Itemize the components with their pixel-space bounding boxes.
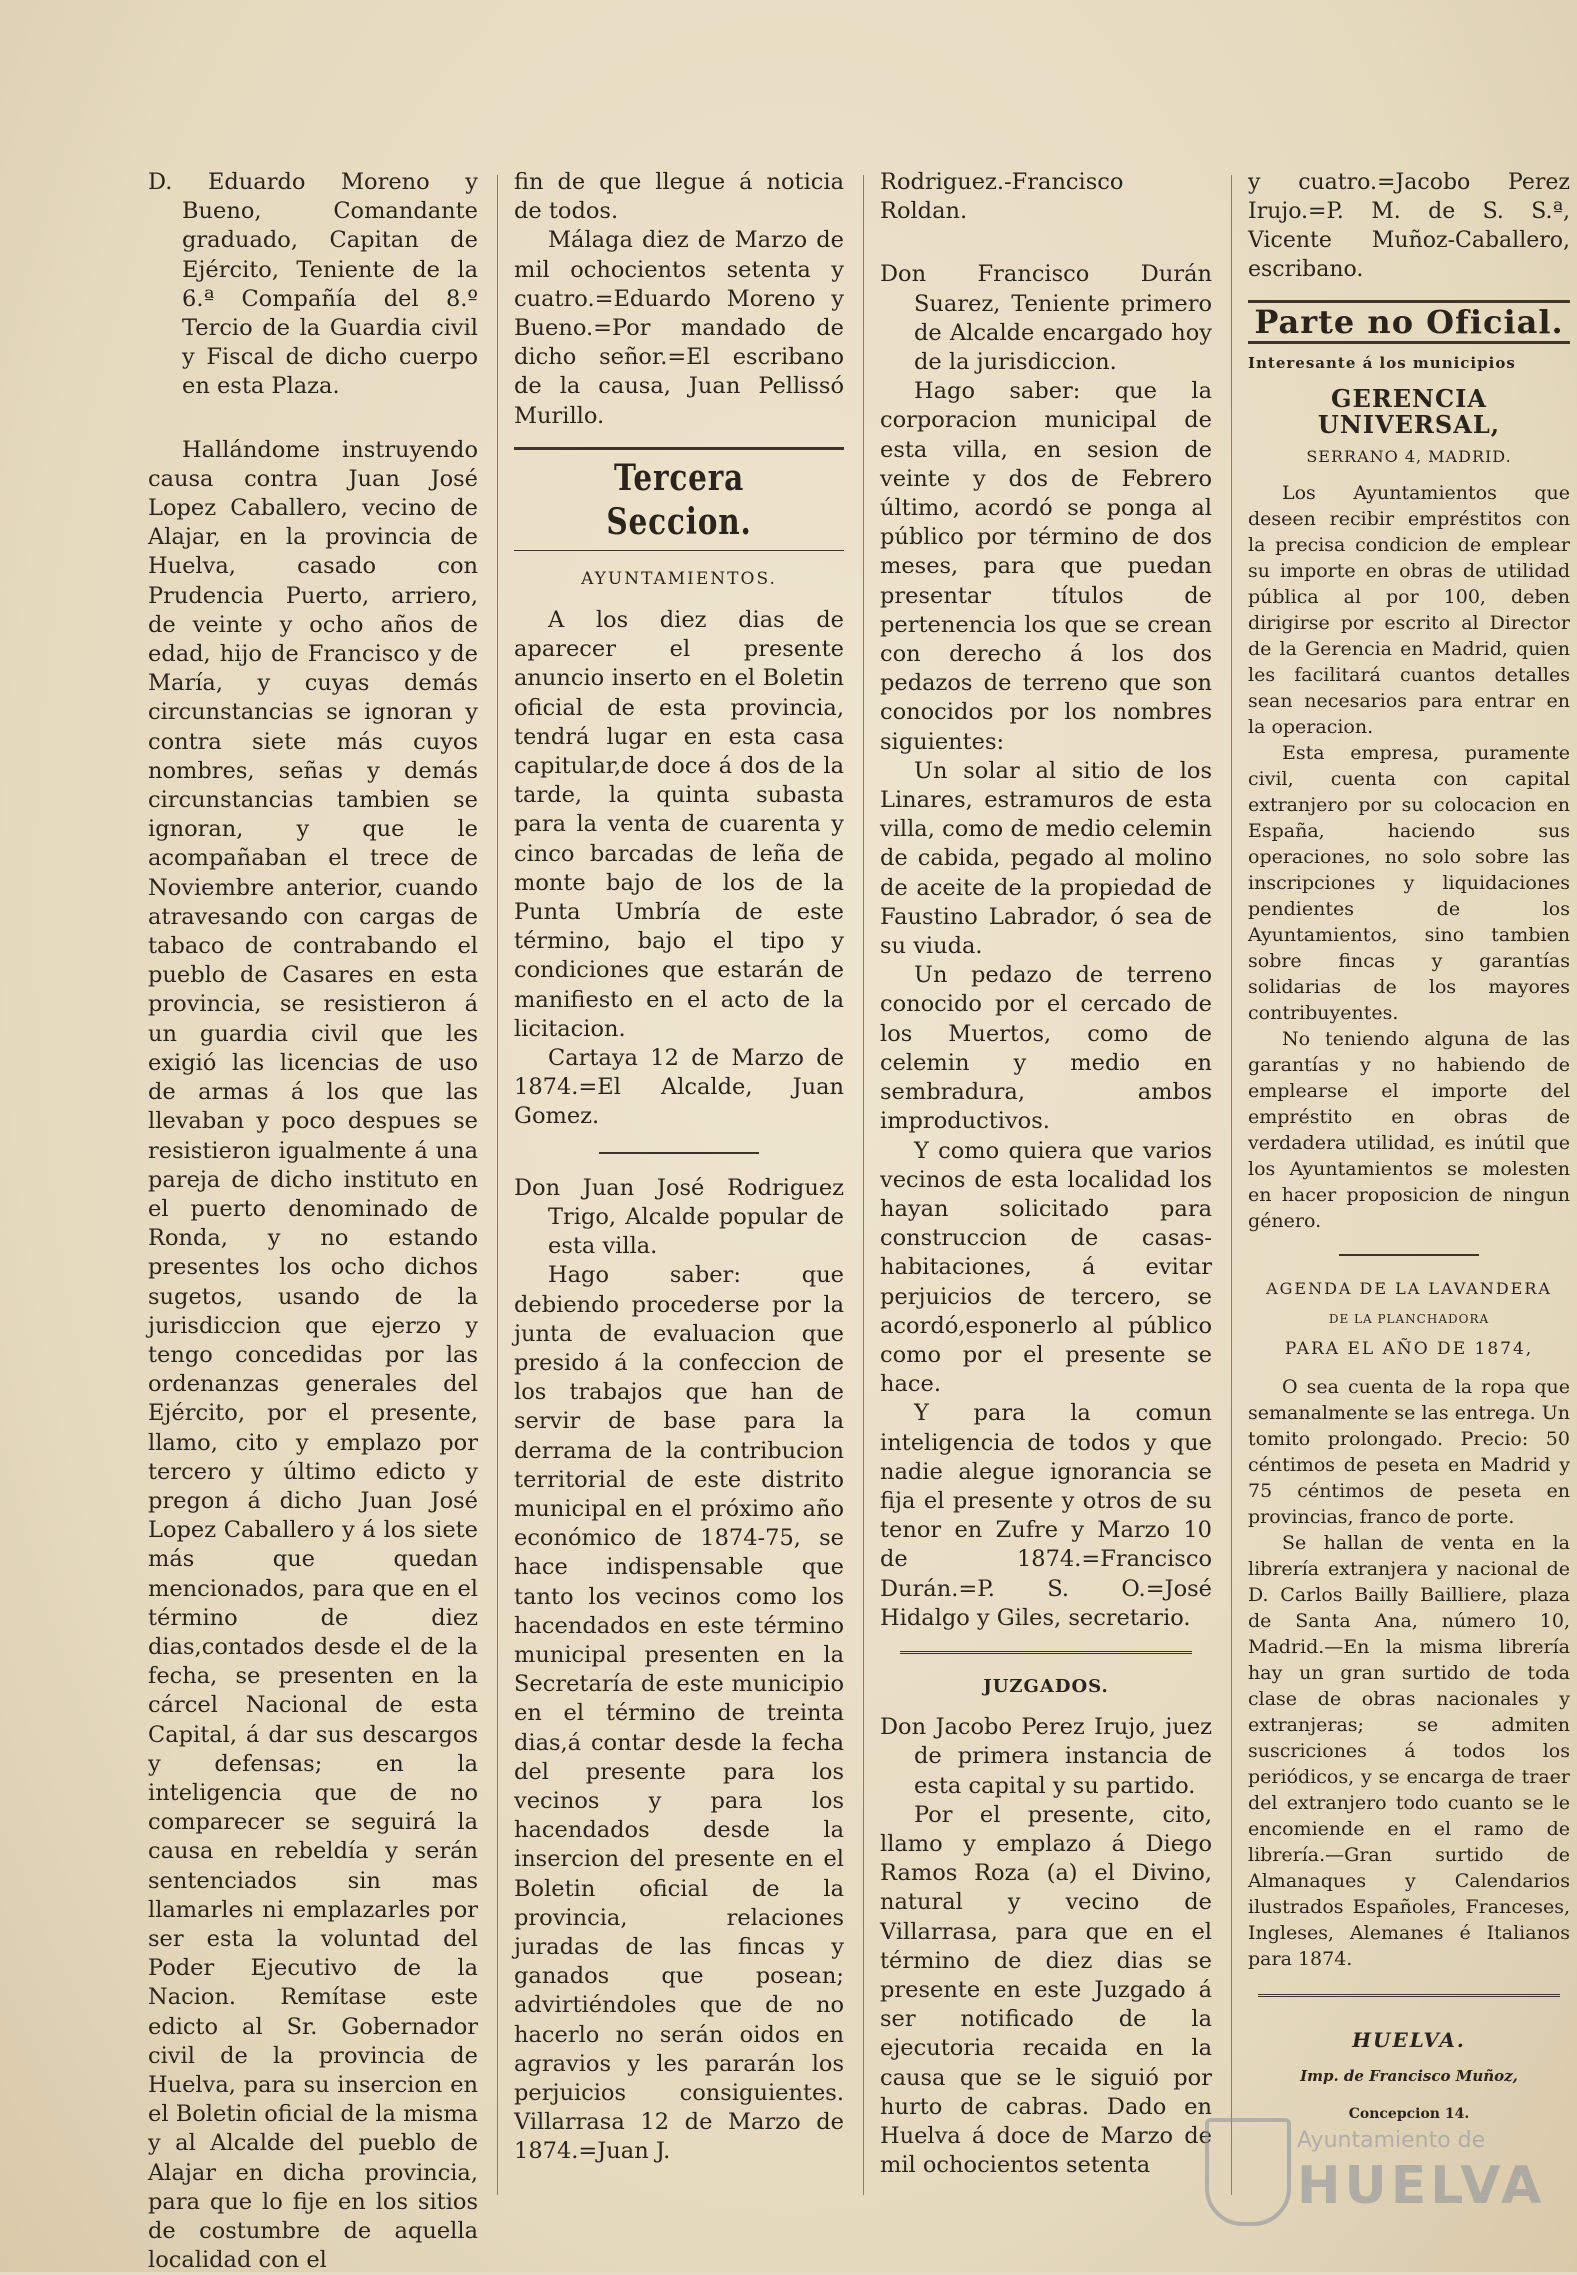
edict-header: D. Eduardo Moreno y Bueno, Comandante graduado, Capitan de Ejército, Teniente de la 6.ª Compañía del 8.º Tercio de la Guardia civil y Fiscal de dicho cuerpo en esta Plaza.	[148, 169, 478, 400]
ad-title: AGENDA DE LA LAVANDERA	[1266, 1279, 1552, 1298]
column-3	[880, 168, 1212, 2180]
watermark-line2: HUELVA	[1297, 2156, 1546, 2216]
imprint-address: Concepcion 14.	[1348, 2106, 1470, 2122]
notice-zufre-p3: Un pedazo de terreno conocido por el cercado de los Muertos, como de celemin y medio en sembradura, ambos improductivos.	[880, 962, 1212, 1135]
subsection-heading: AYUNTAMIENTOS.	[581, 568, 777, 589]
notice-zufre-p4: Y como quiera que varios vecinos de esta localidad los hayan solicitado para construccion de casas-habitaciones, á evitar perjuicios de tercero, se acordó,esponerlo al público como por el presente se hace.	[880, 1137, 1212, 1398]
column-1	[148, 168, 478, 2275]
column-2	[514, 168, 844, 2167]
ad-separator	[1339, 1254, 1479, 1256]
ad-paragraph: No teniendo alguna de las garantías y no habiendo de emplearse el importe del empréstito en obras de verdadera utilidad, es inútil que los Ayuntamientos se molesten en hacer proposicion de ningun género.	[1248, 1028, 1570, 1232]
notice-zufre-p2: Un solar al sitio de los Linares, estramuros de esta villa, como de medio celemin de cabida, pegado al molino de aceite de la propiedad de Faustino Labrador, ó sea de su viuda.	[880, 757, 1212, 960]
notice-separator	[599, 1152, 759, 1154]
imprint-city: HUELVA.	[1352, 2028, 1466, 2052]
subsection-heading: JUZGADOS.	[983, 1675, 1109, 1697]
ad-year: PARA EL AÑO DE 1874,	[1284, 1339, 1534, 1359]
section-rule	[1258, 1994, 1560, 1997]
imprint	[1248, 2027, 1570, 2127]
notice-villarrasa-body: Hago saber: que debiendo procederse por la junta de evaluacion que presido á la confeccion de los trabajos que han de servir de base para la derrama de la contribucion territorial de este distrito municipal en el próximo año económico de 1874-75, se hace indispensable que tanto los vecinos como los hacendados en este término municipal presenten en la Secretaría de este municipio en el término de treinta dias,á contar desde la fecha del presente para los vecinos y para los hacendados desde la insercion del presente en el Boletin oficial de la provincia, relaciones juradas de las fincas y ganados que posean; advirtiéndoles que de no hacerlo no serán oidos en agravios y les pararán los perjuicios consiguientes. Villarrasa 12 de Marzo de 1874.=Juan J.	[514, 1262, 844, 2165]
imprint-printer: Imp. de Francisco Muñoz,	[1300, 2067, 1518, 2085]
section-rule	[900, 1651, 1192, 1654]
ad-paragraph: Esta empresa, puramente civil, cuenta con capital extranjero por su colocacion en España, haciendo sus operaciones, no solo sobre las inscripciones y liquidaciones pendientes de los Ayuntamientos, sino tambien sobre fincas y garantías solidarias de los mayores contribuyentes.	[1248, 742, 1570, 1024]
column-divider	[863, 175, 864, 2195]
column-divider	[1231, 175, 1232, 2195]
section-rule	[1248, 341, 1570, 344]
ad-paragraph: Los Ayuntamientos que deseen recibir empréstitos con la precisa condicion de emplear su importe en obras de utilidad pública al por 100, deben dirigirse por escrito al Director de la Gerencia en Madrid, quien les facilitará cuantos detalles sean necesarios para entrar en la operacion.	[1248, 482, 1570, 738]
archive-watermark	[1205, 2118, 1545, 2238]
ad-paragraph: O sea cuenta de la ropa que semanalmente se las entrega. Un tomito prolongado. Precio: 50 céntimos de peseta en Madrid y 75 céntimos de peseta en provincias, franco de porte.	[1248, 1376, 1570, 1528]
edict-continuation: fin de que llegue á noticia de todos.	[514, 169, 844, 225]
section-rule	[514, 550, 844, 551]
ad-paragraph: Se hallan de venta en la librería extranjera y nacional de D. Carlos Bailly Bailliere, plaza de Santa Ana, número 10, Madrid.—En la misma librería hay un gran surtido de toda clase de obras nacionales y extranjeras; se admiten suscriciones á todos los periódicos, y se encarga de traer del extranjero todo cuanto se le encomiende en el ramo de librería.—Gran surtido de Almanaques y Calendarios ilustrados Españoles, Franceses, Ingleses, Alemanes é Italianos para 1874.	[1248, 1532, 1570, 1970]
section-title: Parte no Oficial.	[1254, 303, 1564, 341]
notice-juzgado-header: Don Jacobo Perez Irujo, juez de primera instancia de esta capital y su partido.	[880, 1714, 1212, 1799]
notice-continuation: y cuatro.=Jacobo Perez Irujo.=P. M. de S. S.ª, Vicente Muñoz-Caballero, escribano.	[1248, 170, 1570, 282]
ad-title: GERENCIA UNIVERSAL,	[1317, 384, 1501, 439]
column-4	[1248, 168, 1570, 2127]
notice-zufre-p5: Y para la comun inteligencia de todos y que nadie alegue ignorancia se fija el presente y otros de su tenor en Zufre y Marzo 10 de 1874.=Francisco Durán.=P. S. O.=José Hidalgo y Giles, secretario.	[880, 1400, 1212, 1631]
edict-body: Hallándome instruyendo causa contra Juan José Lopez Caballero, vecino de Alajar, en la provincia de Huelva, casado con Prudencia Puerto, arriero, de veinte y ocho años de edad, hijo de Francisco y de María, y cuyas demás circunstancias se ignoran y contra siete más cuyos nombres, señas y demás circunstancias tambien se ignoran, y que le acompañaban el trece de Noviembre anterior, cuando atravesando con cargas de tabaco de contrabando el pueblo de Casares en esta provincia, se resistieron á un guardia civil que les exigió las licencias de uso de armas á los que las llevaban y poco despues se resistieron igualmente á una pareja de dicho instituto en el puerto denominado de Ronda, y no estando presentes los ocho dichos sugetos, usando de la jurisdiccion que ejerzo y tengo concedidas por las ordenanzas generales del Ejército, por el presente, llamo, cito y emplazo por tercero y último edicto y pregon á dicho Juan José Lopez Caballero y á los siete más que quedan mencionados, para que en el término de diez dias,contados desde el de la fecha, se presenten en la cárcel Nacional de esta Capital, á dar sus descargos y defensas; en la inteligencia que de no comparecer se seguirá la causa en rebeldía y serán sentenciados sin mas llamarles ni emplazarles por ser esta la voluntad del Poder Ejecutivo de la Nacion. Remítase este edicto al Sr. Gobernador civil de la provincia de Huelva, para su insercion en el Boletin oficial de la misma y al Alcalde del pueblo de Alajar en dicha provincia, para que lo fije en los sitios de costumbre de aquella localidad con el	[148, 436, 478, 2274]
section-title: Tercera Seccion.	[606, 456, 752, 543]
ad-address: SERRANO 4, MADRID.	[1306, 447, 1512, 466]
notice-cartaya-signature: Cartaya 12 de Marzo de 1874.=El Alcalde, Juan Gomez.	[514, 1045, 844, 1130]
coat-of-arms-icon	[1205, 2118, 1291, 2226]
notice-cartaya: A los diez dias de aparecer el presente anuncio inserto en el Boletin oficial de esta provincia, tendrá lugar en esta casa capitular,de doce á dos de la tarde, la quinta subasta para la venta de cuarenta y cinco barcadas de leña de monte bajo de los de la Punta Umbría de este término, bajo el tipo y condiciones que estarán de manifiesto en el acto de la licitacion.	[514, 607, 844, 1042]
section-rule	[514, 447, 844, 450]
column-divider	[497, 175, 498, 2195]
edict-closing: Málaga diez de Marzo de mil ochocientos setenta y cuatro.=Eduardo Moreno y Bueno.=Por mandado de dicho señor.=El escribano de la causa, Juan Pellissó Murillo.	[514, 227, 844, 429]
notice-juzgado-body: Por el presente, cito, llamo y emplazo á Diego Ramos Roza (a) el Divino, natural y vecino de Villarrasa, para que en el término de diez dias se presente en este Juzgado á ser notificado de la ejecutoria recaida en la causa que se le siguió por hurto de cabras. Dado en Huelva á doce de Marzo de mil ochocientos setenta	[880, 1801, 1212, 2179]
notice-villarrasa-header: Don Juan José Rodriguez Trigo, Alcalde popular de esta villa.	[514, 1174, 844, 1260]
notice-zufre-p1: Hago saber: que la corporacion municipal de esta villa, en sesion de veinte y dos de Febrero último, acordó se ponga al público por término de dos meses, para que puedan presentar títulos de pertenencia los que se crean con derecho á los dos pedazos de terreno que son conocidos por los nombres siguientes:	[880, 378, 1212, 755]
ad-subtitle: DE LA PLANCHADORA	[1328, 1312, 1490, 1326]
notice-continuation: Rodriguez.-Francisco Roldan.	[880, 169, 1124, 225]
kicker: Interesante á los municipios	[1248, 354, 1516, 372]
watermark-line1: Ayuntamiento de	[1297, 2128, 1486, 2153]
notice-zufre-header: Don Francisco Durán Suarez, Teniente primero de Alcalde encargado hoy de la jurisdiccion.	[880, 261, 1212, 376]
